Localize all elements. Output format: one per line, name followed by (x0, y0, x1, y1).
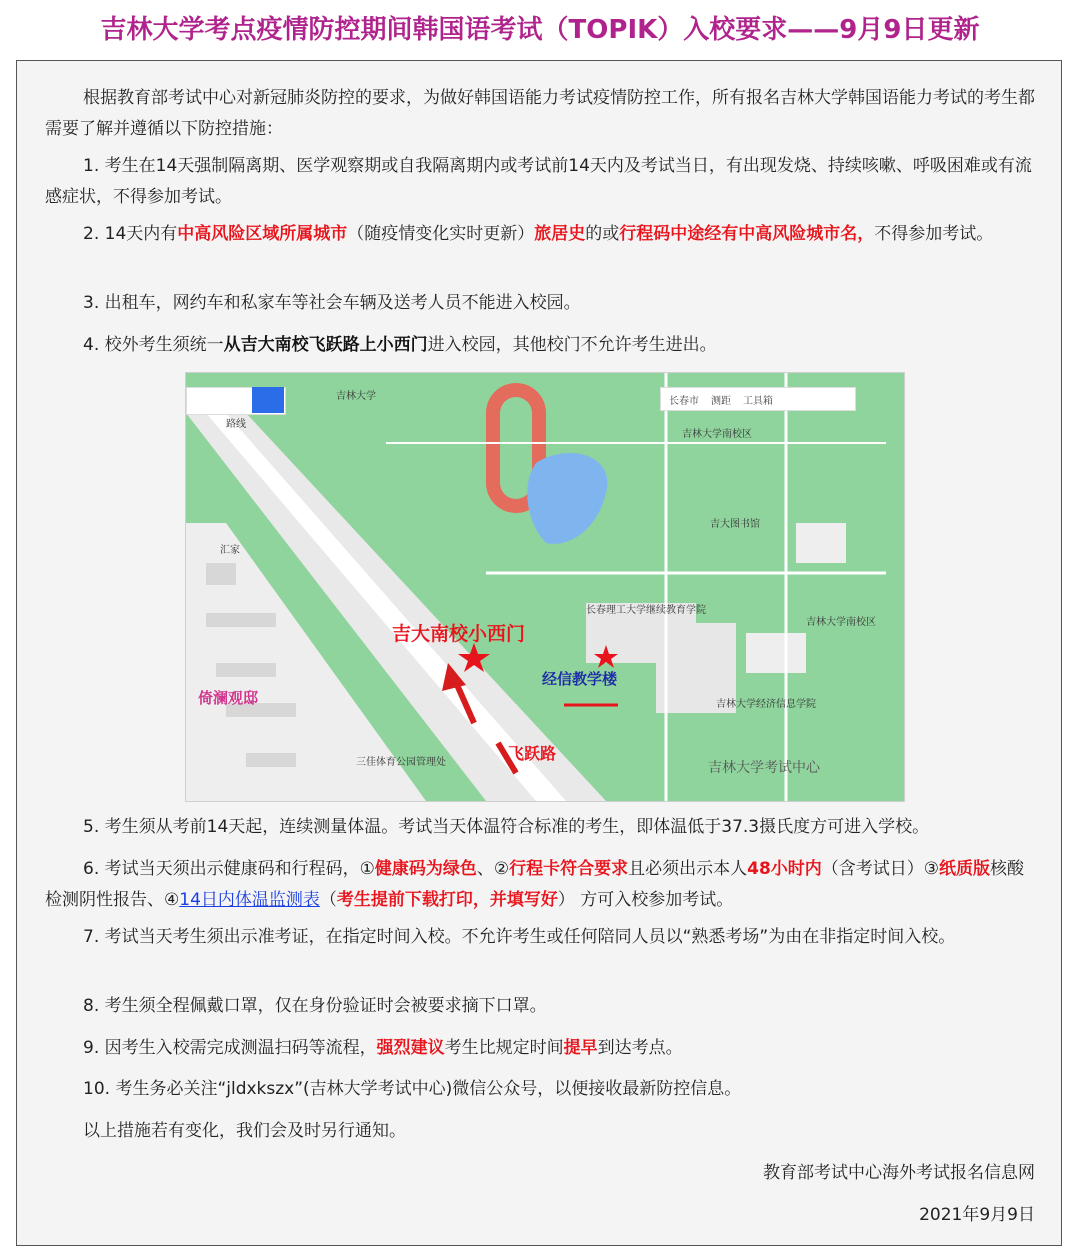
rule-5: 5. 考生须从考前14天起，连续测量体温。考试当天体温符合标准的考生，即体温低于37.3摄氏度方可进入学校。 (83, 817, 930, 837)
map-label-south-campus-2: 吉林大学南校区 (806, 617, 876, 628)
notice-panel (16, 60, 1062, 1246)
temperature-form-link[interactable]: 14日内体温监测表 (179, 890, 320, 910)
map-road-tag: 路线 (226, 419, 246, 430)
map-gate-label: 吉大南校小西门 (392, 623, 526, 645)
map-graphic (186, 373, 904, 801)
map-label-huijia: 汇家 (220, 545, 240, 556)
map-label-cust: 长春理工大学继续教育学院 (586, 605, 706, 616)
rule-9: 9. 因考生入校需完成测温扫码等流程，强烈建议考生比规定时间提早到达考点。 (83, 1038, 683, 1058)
signature: 教育部考试中心海外考试报名信息网 (763, 1163, 1035, 1183)
closing-notice: 以上措施若有变化，我们会及时另行通知。 (83, 1121, 406, 1141)
publish-date: 2021年9月9日 (919, 1205, 1035, 1225)
map-label-south-campus: 吉林大学南校区 (682, 429, 752, 440)
map-watermark: 吉林大学考试中心 (708, 760, 820, 776)
rule-2: 2. 14天内有中高风险区域所属城市（随疫情变化实时更新）旅居史的或行程码中途经有中高风险城市名，不得参加考试。 (83, 224, 994, 244)
rule-4: 4. 校外考生须统一从吉大南校飞跃路上小西门进入校园，其他校门不允许考生进出。 (83, 335, 717, 355)
map-toolbox[interactable]: 工具箱 (743, 395, 773, 407)
rule-1: 1. 考生在14天强制隔离期、医学观察期或自我隔离期内或考试前14天内及考试当日，有出现发烧、持续咳嗽、呼吸困难或有流感症状，不得参加考试。 (45, 156, 1032, 207)
rule-6: 6. 考试当天须出示健康码和行程码，①健康码为绿色、②行程卡符合要求且必须出示本人48小时内（含考试日）③纸质版核酸检测阴性报告、④14日内体温监测表（考生提前下载打印，并填写好） 方可入校参加考试。 (45, 859, 1025, 910)
map-label-econ: 吉林大学经济信息学院 (716, 699, 816, 710)
intro-paragraph: 根据教育部考试中心对新冠肺炎防控的要求，为做好韩国语能力考试疫情防控工作，所有报名吉林大学韩国语能力考试的考生都需要了解并遵循以下防控措施： (45, 88, 1035, 139)
map-search-button[interactable] (252, 387, 284, 413)
map-toolbar (660, 387, 856, 411)
rule-8: 8. 考生须全程佩戴口罩，仅在身份验证时会被要求摘下口罩。 (83, 996, 547, 1016)
rule-10: 10. 考生务必关注“jldxkszx”(吉林大学考试中心)微信公众号，以便接收最新防控信息。 (83, 1079, 742, 1099)
campus-map (185, 372, 905, 802)
map-park-label: 倚澜观邸 (198, 689, 259, 707)
map-measure-tool[interactable]: 测距 (711, 395, 731, 407)
map-label-jlu: 吉林大学 (336, 391, 376, 402)
page-title: 吉林大学考点疫情防控期间韩国语考试（TOPIK）入校要求——9月9日更新 (100, 15, 980, 45)
rule-7: 7. 考试当天考生须出示准考证，在指定时间入校。不允许考生或任何陪同人员以“熟悉考场”为由在非指定时间入校。 (83, 927, 956, 947)
map-building-label: 经信教学楼 (542, 670, 618, 688)
map-label-park: 三佳体育公园管理处 (356, 757, 446, 768)
rule-3: 3. 出租车，网约车和私家车等社会车辆及送考人员不能进入校园。 (83, 293, 581, 313)
map-city-select[interactable]: 长春市 (669, 395, 699, 407)
map-road-label: 飞跃路 (508, 744, 557, 763)
map-label-library: 吉大图书馆 (710, 519, 760, 530)
